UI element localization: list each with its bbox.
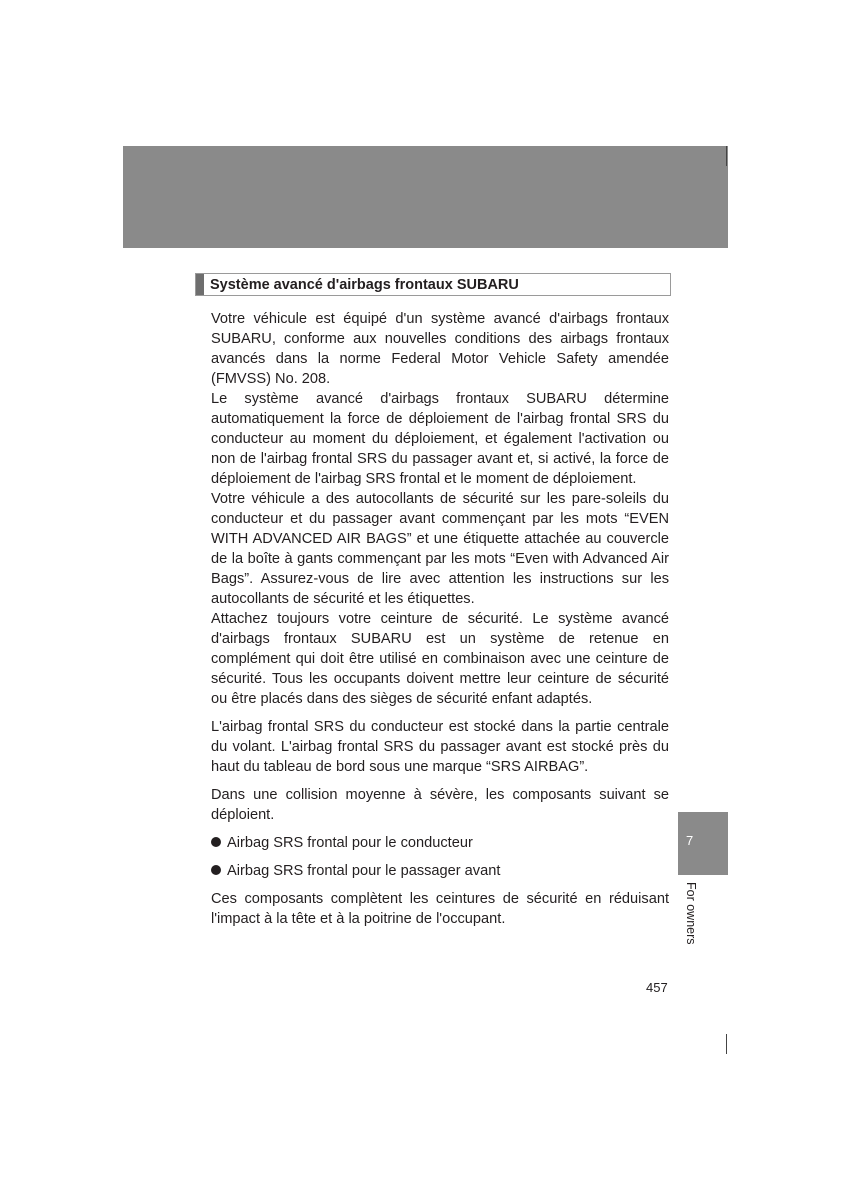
chapter-number: 7 bbox=[686, 833, 694, 848]
list-item bbox=[211, 861, 669, 881]
crop-mark-bottom bbox=[726, 1034, 727, 1054]
chapter-tab bbox=[678, 812, 728, 875]
section-heading bbox=[195, 273, 671, 296]
chapter-label: For owners bbox=[684, 882, 698, 945]
paragraph-intro: Votre véhicule est équipé d'un système avancé d'airbags frontaux SUBARU, conforme aux nouvelles conditions des airbags frontaux avancés dans la norme Federal Motor Vehicle Safety amendée (FMVSS) No. 208. bbox=[211, 311, 669, 387]
heading-bar bbox=[196, 274, 204, 295]
bullet-icon bbox=[211, 837, 221, 847]
paragraph-stickers: Votre véhicule a des autocollants de sécurité sur les pare-soleils du conducteur et du passager avant commençant par les mots “EVEN WITH ADVANCED AIR BAGS” et une étiquette attachée au couvercle de la boîte à gants commençant par les mots “Even with Advanced Air Bags”. Assurez-vous de lire avec attention les instructions sur les autocollants de sécurité et les étiquettes. bbox=[211, 491, 669, 607]
paragraph-complement: Ces composants complètent les ceintures de sécurité en réduisant l'impact à la tête et à la poitrine de l'occupant. bbox=[211, 891, 669, 927]
section-title: Système avancé d'airbags frontaux SUBARU bbox=[210, 276, 519, 293]
bullet-text: Airbag SRS frontal pour le conducteur bbox=[227, 835, 473, 851]
body-text bbox=[211, 309, 669, 929]
paragraph-seatbelt: Attachez toujours votre ceinture de sécurité. Le système avancé d'airbags frontaux SUBARU est un système de retenue en complément qui doit être utilisé en combinaison avec une ceinture de sécurité. Tous les occupants doivent mettre leur ceinture de sécurité ou être placés dans des sièges de sécurité enfant adaptés. bbox=[211, 611, 669, 707]
page-number: 457 bbox=[646, 980, 668, 995]
paragraph-determination: Le système avancé d'airbags frontaux SUBARU détermine automatiquement la force de déploiement de l'airbag frontal SRS du conducteur au moment du déploiement, et également l'activation ou non de l'airbag frontal SRS du passager avant et, si activé, la force de déploiement de l'airbag SRS frontal et le moment de déploiement. bbox=[211, 391, 669, 487]
paragraph-collision: Dans une collision moyenne à sévère, les composants suivant se déploient. bbox=[211, 787, 669, 823]
paragraph-location: L'airbag frontal SRS du conducteur est stocké dans la partie centrale du volant. L'airbag frontal SRS du passager avant est stocké près du haut du tableau de bord sous une marque “SRS AIRBAG”. bbox=[211, 719, 669, 775]
list-item bbox=[211, 833, 669, 853]
crop-mark-top bbox=[726, 146, 727, 166]
bullet-icon bbox=[211, 865, 221, 875]
bullet-text: Airbag SRS frontal pour le passager avant bbox=[227, 863, 501, 879]
header-band bbox=[123, 146, 728, 248]
